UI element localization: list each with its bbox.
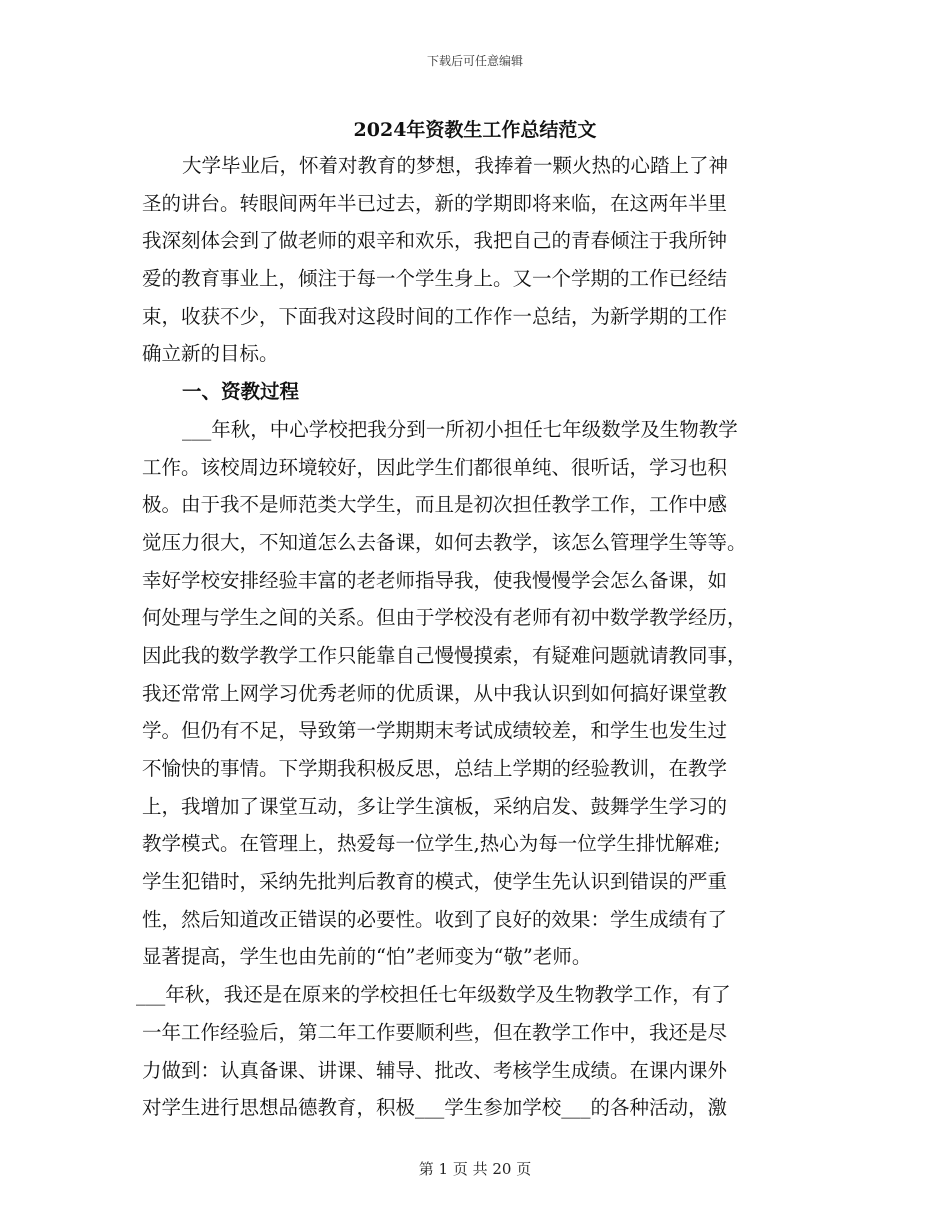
text-line: ___年秋，中心学校把我分到一所初小担任七年级数学及生物教学 [182, 417, 738, 441]
document-body [136, 147, 812, 1127]
text-line: 极。由于我不是师范类大学生，而且是初次担任教学工作，工作中感 [142, 493, 728, 517]
text-line: 何处理与学生之间的关系。但由于学校没有老师有初中数学教学经历， [142, 606, 747, 630]
text-line: 束，收获不少，下面我对这段时间的工作作一总结，为新学期的工作 [142, 304, 728, 328]
text-line: 工作。该校周边环境较好，因此学生们都很单纯、很听话，学习也积 [142, 455, 728, 479]
text-line: 一年工作经验后，第二年工作要顺利些，但在教学工作中，我还是尽 [142, 1020, 728, 1044]
header-note: 下载后可任意编辑 [426, 54, 523, 68]
text-line: 对学生进行思想品德教育，积极___学生参加学校___的各种活动，激 [142, 1096, 728, 1120]
text-line: 觉压力很大，不知道怎么去备课，如何去教学，该怎么管理学生等等。 [142, 530, 747, 554]
text-line: 性，然后知道改正错误的必要性。收到了良好的效果：学生成绩有了 [142, 907, 728, 931]
page-number: 第 1 页 共 20 页 [418, 1160, 532, 1178]
text-line: 我深刻体会到了做老师的艰辛和欢乐，我把自己的青春倾注于我所钟 [142, 229, 728, 253]
document-title: 2024年资教生工作总结范文 [353, 119, 597, 141]
text-line: 学生犯错时，采纳先批判后教育的模式，使学生先认识到错误的严重 [142, 870, 728, 894]
text-line: 上，我增加了课堂互动，多让学生演板，采纳启发、鼓舞学生学习的 [142, 794, 728, 818]
text-line: 不愉快的事情。下学期我积极反思，总结上学期的经验教训，在教学 [142, 757, 728, 780]
text-line: 圣的讲台。转眼间两年半已过去，新的学期即将来临，在这两年半里 [142, 191, 728, 215]
text-line: ___年秋，我还是在原来的学校担任七年级数学及生物教学工作，有了 [136, 983, 731, 1007]
text-line: 确立新的目标。 [142, 342, 279, 366]
text-line: 因此我的数学教学工作只能靠自己慢慢摸索，有疑难问题就请教同事， [142, 643, 747, 667]
text-line: 教学模式。在管理上，热爱每一位学生,热心为每一位学生排忧解难; [142, 832, 721, 856]
text-line: 力做到：认真备课、讲课、辅导、批改、考核学生成绩。在课内课外 [142, 1058, 728, 1082]
text-line: 幸好学校安排经验丰富的老老师指导我，使我慢慢学会怎么备课，如 [142, 568, 728, 592]
section-heading: 一、资教过程 [182, 380, 300, 404]
text-line: 我还常常上网学习优秀老师的优质课，从中我认识到如何搞好课堂教 [142, 681, 728, 705]
text-line: 显著提高，学生也由先前的“怕”老师变为“敬”老师。 [142, 945, 592, 969]
text-line: 大学毕业后，怀着对教育的梦想，我捧着一颗火热的心踏上了神 [182, 154, 729, 177]
text-line: 学。但仍有不足，导致第一学期期末考试成绩较差，和学生也发生过 [142, 719, 728, 743]
text-line: 爱的教育事业上，倾注于每一个学生身上。又一个学期的工作已经结 [142, 267, 728, 291]
